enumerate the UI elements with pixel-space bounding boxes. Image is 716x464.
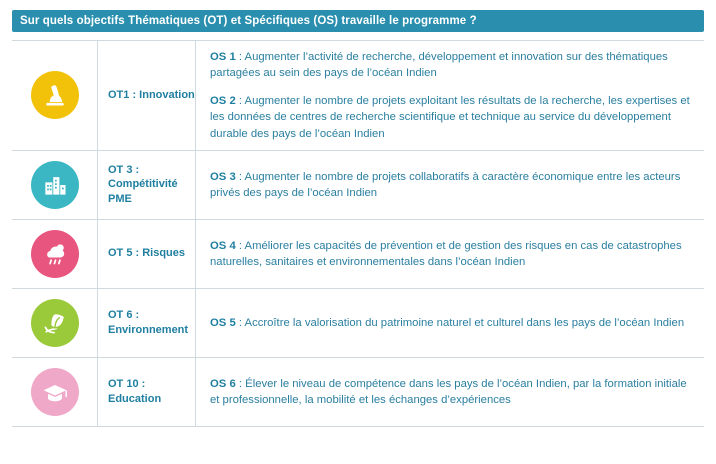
os-cell bbox=[196, 151, 704, 219]
os-number: OS 2 bbox=[210, 94, 236, 107]
os-separator: : bbox=[235, 377, 246, 390]
ot-label: OT 10 : Education bbox=[108, 378, 162, 405]
leaf-hand-icon bbox=[31, 299, 79, 347]
ot-label: OT1 : Innovation bbox=[108, 89, 195, 102]
row-icon-cell bbox=[12, 358, 98, 426]
os-text: Augmenter l’activité de recherche, développement et innovation sur des thématiques partagées au sein des pays de l’océan Indien bbox=[210, 51, 668, 80]
os-cell bbox=[196, 358, 704, 426]
os-text: Améliorer les capacités de prévention et de gestion des risques en cas de catastrophes naturelles, sanitaires et environnementales dans l’océan Indien bbox=[210, 239, 682, 268]
header-banner bbox=[12, 10, 704, 32]
table-row bbox=[12, 289, 704, 358]
os-item bbox=[210, 169, 692, 202]
ot-label: OT 3 : Compétitivité PME bbox=[108, 163, 178, 206]
os-separator: : bbox=[235, 316, 245, 329]
table-row bbox=[12, 151, 704, 220]
os-number: OS 4 bbox=[210, 239, 236, 252]
ot-cell bbox=[98, 41, 196, 150]
os-text: Accroître la valorisation du patrimoine naturel et culturel dans les pays de l’océan Indien bbox=[244, 316, 685, 329]
os-item bbox=[210, 49, 692, 82]
row-icon-cell bbox=[12, 41, 98, 150]
os-number: OS 1 bbox=[210, 51, 236, 63]
table-row bbox=[12, 358, 704, 427]
os-number: OS 5 bbox=[210, 316, 236, 329]
os-separator: : bbox=[235, 170, 245, 183]
os-cell bbox=[196, 41, 704, 150]
os-item bbox=[210, 238, 692, 271]
row-icon-cell bbox=[12, 220, 98, 288]
buildings-icon bbox=[31, 161, 79, 209]
os-cell bbox=[196, 220, 704, 288]
os-item bbox=[210, 376, 692, 409]
os-item bbox=[210, 315, 692, 331]
ot-cell bbox=[98, 289, 196, 357]
ot-cell bbox=[98, 151, 196, 219]
row-icon-cell bbox=[12, 289, 98, 357]
table-row bbox=[12, 41, 704, 151]
os-number: OS 3 bbox=[210, 170, 236, 183]
os-text: Augmenter le nombre de projets collaboratifs à caractère économique entre les acteurs privés des pays de l’océan Indien bbox=[210, 170, 681, 199]
os-separator: : bbox=[235, 94, 245, 107]
os-item bbox=[210, 93, 692, 142]
graduation-cap-icon bbox=[31, 368, 79, 416]
os-cell bbox=[196, 289, 704, 357]
storm-cloud-icon bbox=[31, 230, 79, 278]
ot-cell bbox=[98, 358, 196, 426]
table-row bbox=[12, 220, 704, 289]
os-text: Élever le niveau de compétence dans les pays de l’océan Indien, par la formation initiale et professionnelle, la mobilité et les échanges d’expériences bbox=[210, 377, 687, 406]
page-title: Sur quels objectifs Thématiques (OT) et Spécifiques (OS) travaille le programme ? bbox=[20, 15, 477, 27]
ot-label: OT 5 : Risques bbox=[108, 247, 186, 260]
microscope-icon bbox=[31, 71, 79, 119]
ot-label: OT 6 : Environnement bbox=[108, 309, 189, 336]
ot-cell bbox=[98, 220, 196, 288]
os-separator: : bbox=[235, 51, 245, 63]
row-icon-cell bbox=[12, 151, 98, 219]
os-separator: : bbox=[235, 239, 245, 252]
os-number: OS 6 bbox=[210, 377, 236, 390]
objectives-table bbox=[12, 40, 704, 427]
os-text: Augmenter le nombre de projets exploitant les résultats de la recherche, les expertises et les données de centres de recherche scientifique et technique au service du développement durable des pays de l’océan Indien bbox=[210, 94, 690, 140]
